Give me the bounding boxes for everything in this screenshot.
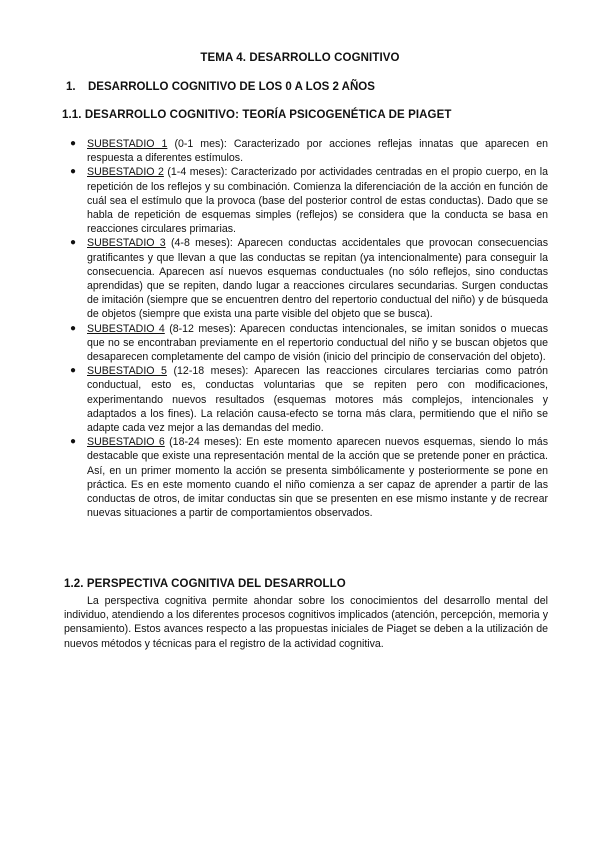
list-item: [70, 322, 548, 365]
substage-text: (4-8 meses): Aparecen conductas accidentales que provocan consecuencias gratificantes y que llevan a que las conductas se repitan (ya intencionalmente) para conseguir la consecuencia. Aparecen así nuevos esquemas conductuales (no sólo reflejos, sino conductas aprendidas) que se repiten, dando lugar a reacciones circulares secundarias. Surgen conductas de imitación (siempre que se encuentren dentro del repertorio conductual del niño) y de búsqueda de objetos (siempre que exista una parte visible del objeto que se busca).: [87, 237, 548, 321]
list-item: [70, 236, 548, 321]
bullet-icon: ●: [70, 138, 77, 149]
document-title: TEMA 4. DESARROLLO COGNITIVO: [200, 52, 400, 64]
section-1-1-heading: 1.1. DESARROLLO COGNITIVO: TEORÍA PSICOGENÉTICA DE PIAGET: [62, 109, 452, 121]
list-item: [70, 137, 548, 165]
bullet-icon: ●: [70, 436, 77, 448]
substage-list: [70, 137, 548, 520]
bullet-icon: ●: [70, 322, 77, 334]
substage-label: SUBESTADIO 3: [87, 237, 166, 250]
section-1-2-paragraph: La perspectiva cognitiva permite ahondar sobre los conocimientos del desarrollo mental del individuo, atendiendo a los diferentes procesos cognitivos implicados (atención, percepción, memoria y pensamiento). Estos avances respecto a las propuestas iniciales de Piaget se deben a la utilización de nuevos métodos y técnicas para el registro de la actividad cognitiva.: [64, 595, 548, 650]
list-item: [70, 364, 548, 435]
substage-text: (18-24 meses): En este momento aparecen nuevos esquemas, siendo lo más destacable que existe una representación mental de la acción que se pretende poner en práctica. Así, en un primer momento la acción se presenta simbólicamente y posteriormente se pone en práctica. Es en este momento cuando el niño comienza a ser capaz de aprender a partir de las conductas de otros, de imitar conductas sin que se presenten en ese mismo instante y de recrear nuevas situaciones a partir de comportamientos observados.: [87, 436, 548, 520]
substage-label: SUBESTADIO 1: [87, 138, 168, 150]
bullet-icon: ●: [70, 166, 77, 178]
bullet-icon: ●: [70, 237, 77, 249]
substage-label: SUBESTADIO 4: [87, 322, 165, 335]
section-1-2-heading: 1.2. PERSPECTIVA COGNITIVA DEL DESARROLLO: [64, 578, 346, 590]
substage-label: SUBESTADIO 5: [87, 365, 167, 378]
substage-text: (8-12 meses): Aparecen conductas intencionales, se imitan sonidos o muecas que no se encontraban previamente en el repertorio conductual del niño y se buscan objetos que desaparecen completamente del campo de visión (inicio del principio de conservación del objeto).: [87, 322, 548, 364]
substage-text: (0-1 mes): Caracterizado por acciones reflejas innatas que aparecen en respuesta a diferentes estímulos.: [87, 138, 548, 165]
section-1-number: 1.: [66, 81, 76, 93]
substage-text: (12-18 meses): Aparecen las reacciones circulares terciarias como patrón conductual, esto es, conductas voluntarias que se repiten pero con modificaciones, experimentando nuevos resultados (esquemas motores más complejos, intencionales y adaptados a los fines). La relación causa-efecto se torna más clara, permitiendo que el niño se adapte cada vez mejor a las demandas del medio.: [87, 365, 548, 435]
list-item: [70, 435, 548, 520]
section-1-heading: [66, 81, 375, 93]
section-1-text: DESARROLLO COGNITIVO DE LOS 0 A LOS 2 AÑOS: [88, 81, 375, 93]
bullet-icon: ●: [70, 365, 77, 377]
substage-text: (1-4 meses): Caracterizado por actividades centradas en el propio cuerpo, en la repetición de los reflejos y su combinación. Comienza la diferenciación de la acción en función de cuál sea el estímulo que la provoca (base del posterior control de estas conductas). Dado que se habla de repetición de esquemas simples (reflejos) se considera que la conducta se basa en reacciones circulares primarias.: [87, 166, 548, 236]
substage-label: SUBESTADIO 2: [87, 166, 164, 179]
substage-label: SUBESTADIO 6: [87, 436, 165, 449]
list-item: [70, 165, 548, 236]
